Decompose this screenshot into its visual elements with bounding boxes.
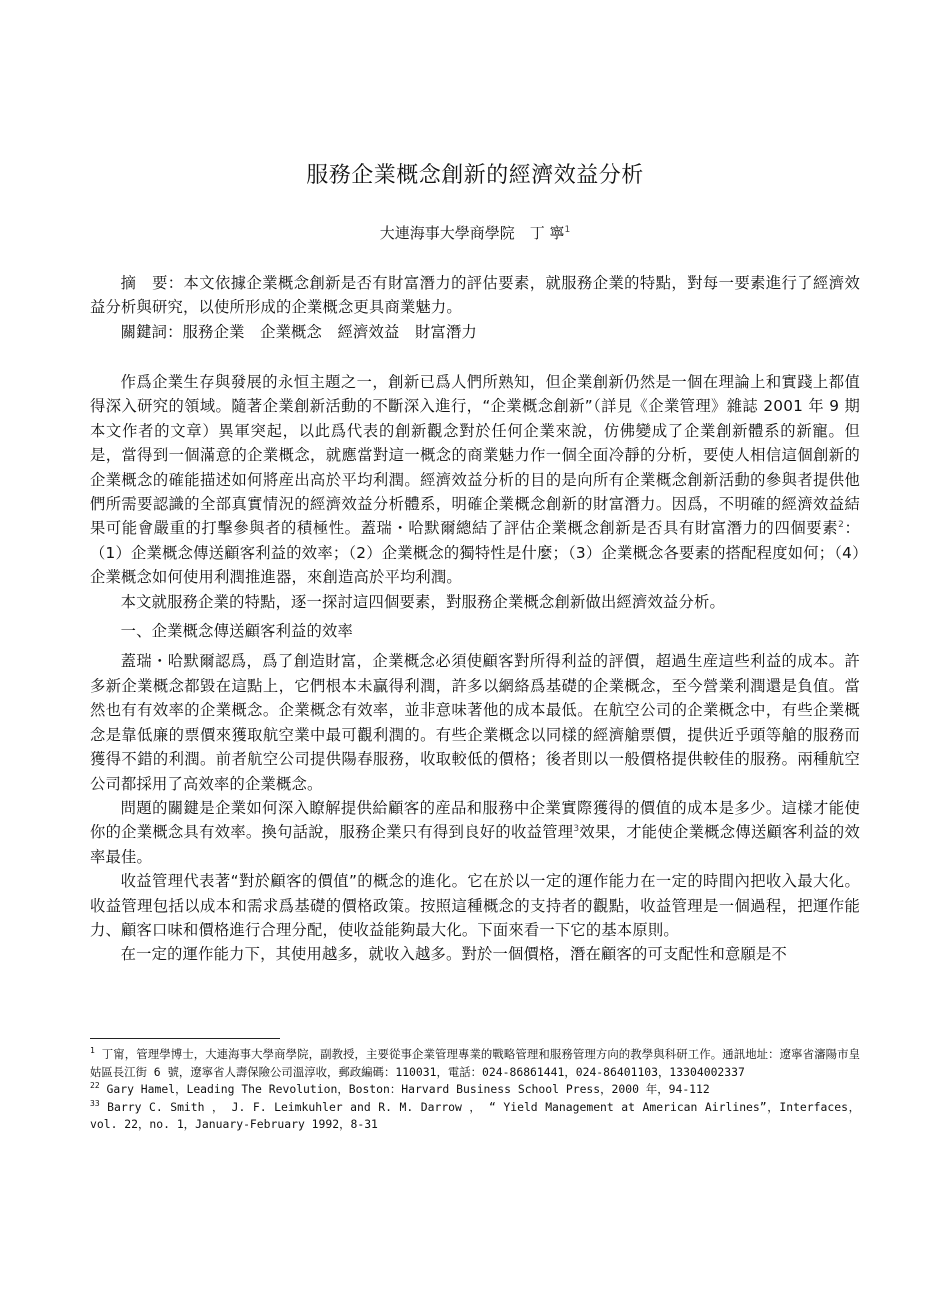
- paper-title: 服務企業概念創新的經濟效益分析: [306, 163, 644, 188]
- paragraph-efficiency: 蓋瑞・哈默爾認爲，爲了創造財富，企業概念必須使顧客對所得利益的評價，超過生産這些利益的成本。許多新企業概念都毀在這點上，它們根本未贏得利潤，許多以網絡爲基礎的企業概念，至今營業利潤還是負值。當然也有有效率的企業概念。企業概念有效率，並非意味著他的成本最低。在航空公司的企業概念中，有些企業概念是靠低廉的票價來獲取航空業中最可觀利潤的。有些企業概念以同樣的經濟艙票價，提供近乎頭等艙的服務而獲得不錯的利潤。前者航空公司提供陽春服務，收取較低的價格；後者則以一般價格提供較佳的服務。兩種航空公司都採用了高效率的企業概念。: [90, 652, 860, 793]
- abstract-section: [90, 271, 860, 344]
- keywords: 關鍵詞：服務企業 企業概念 經濟效益 財富潛力: [120, 322, 478, 341]
- paragraph-intro-part-b: ：（1）企業概念傳送顧客利益的效率；（2）企業概念的獨特性是什麼；（3）企業概念各要素的搭配程度如何；（4）企業概念如何使用利潤推進器，來創造高於平均利潤。: [90, 519, 860, 587]
- footnote-mark: 33: [90, 1098, 100, 1108]
- paragraph-capacity: 在一定的運作能力下，其使用越多，就收入越多。對於一個價格，潛在顧客的可支配性和意願是不: [120, 945, 787, 964]
- paragraph-intro-part-a: 作爲企業生存與發展的永恒主題之一，創新已爲人們所熟知，但企業創新仍然是一個在理論上和實踐上都值得深入研究的領域。隨著企業創新活動的不斷深入進行，“企業概念創新”（詳見《企業管理》雜誌 2001 年 9 期本文作者的文章）異軍突起，以此爲代表的創新觀念對於任何企業來說，仿佛變成了企業創新體系的新寵。但是，當得到一個滿意的企業概念，就應當對這一概念的商業魅力作一個全面冷靜的分析，要使人相信這個創新的企業概念的確能描述如何將産出高於平均利潤。經濟效益分析的目的是向所有企業概念創新活動的參與者提供他們所需要認識的全部真實情況的經濟效益分析體系，明確企業概念創新的財富潛力。因爲，不明確的經濟效益結果可能會嚴重的打擊參與者的積極性。蓋瑞・哈默爾總結了評估企業概念創新是否具有財富潛力的四個要素: [90, 373, 860, 538]
- footnote-ref-2: 2: [838, 520, 845, 531]
- footnote-3: [90, 1099, 860, 1134]
- footnote-text: 丁甯，管理學博士，大連海事大學商學院，副教授，主要從事企業管理專業的戰略管理和服務管理方向的教學與科研工作。通訊地址：遼寧省瀋陽市皇姑區長江街 6 號，遼寧省人壽保險公司溫淳收，郵政編碼：110031，電話：024-86861441，024-86401103，13304002337: [90, 1047, 860, 1079]
- author-affiliation: 大連海事大學商學院 丁 寧: [379, 224, 565, 242]
- paragraph-yield-management: 收益管理代表著“對於顧客的價值”的概念的進化。它在於以一定的運作能力在一定的時間內把收入最大化。收益管理包括以成本和需求爲基礎的價格政策。按照這種概念的支持者的觀點，收益管理是一個過程，把運作能力、顧客口味和價格進行合理分配，使收益能夠最大化。下面來看一下它的基本原則。: [90, 872, 860, 939]
- footnotes: [90, 1046, 860, 1134]
- footnote-mark: 1: [90, 1046, 95, 1056]
- footnote-text: Barry C. Smith ， J. F. Leimkuhler and R. M. Darrow ， “ Yield Management at American Airlines”，Interfaces，vol. 22，no. 1，January-February 1992，8-31: [90, 1099, 860, 1132]
- footnote-1: [90, 1046, 860, 1081]
- footnote-text: Gary Hamel，Leading The Revolution，Boston：Harvard Business School Press，2000 年，94-112: [99, 1082, 710, 1097]
- abstract-text: 摘 要：本文依據企業概念創新是否有財富潛力的評估要素，就服務企業的特點，對每一要素進行了經濟效益分析與研究，以使所形成的企業概念更具商業魅力。: [90, 274, 860, 317]
- paragraph-scope: 本文就服務企業的特點，逐一探討這四個要素，對服務企業概念創新做出經濟效益分析。: [120, 592, 725, 611]
- footnote-2: [90, 1081, 860, 1099]
- body-text: [90, 370, 860, 967]
- footnote-separator: [90, 1038, 280, 1039]
- footnote-mark: 22: [90, 1081, 100, 1091]
- paragraph-key-question-part-a: 問題的關鍵是企業如何深入瞭解提供給顧客的産品和服務中企業實際獲得的價值的成本是多少。這樣才能使你的企業概念具有效率。換句話說，服務企業只有得到良好的收益管理: [90, 798, 860, 842]
- section-heading-1: 一、企業概念傳送顧客利益的效率: [120, 622, 354, 641]
- footnote-ref-3: 3: [573, 824, 580, 835]
- author-footnote-mark: 1: [564, 225, 571, 235]
- paragraph-intro: [90, 370, 860, 590]
- paper-page: [90, 0, 860, 1290]
- author-line: [90, 222, 860, 243]
- paragraph-key-question-part-b: 效果，才能使企業概念傳送顧客利益的效率最佳。: [90, 823, 861, 866]
- paragraph-key-question: [90, 796, 860, 869]
